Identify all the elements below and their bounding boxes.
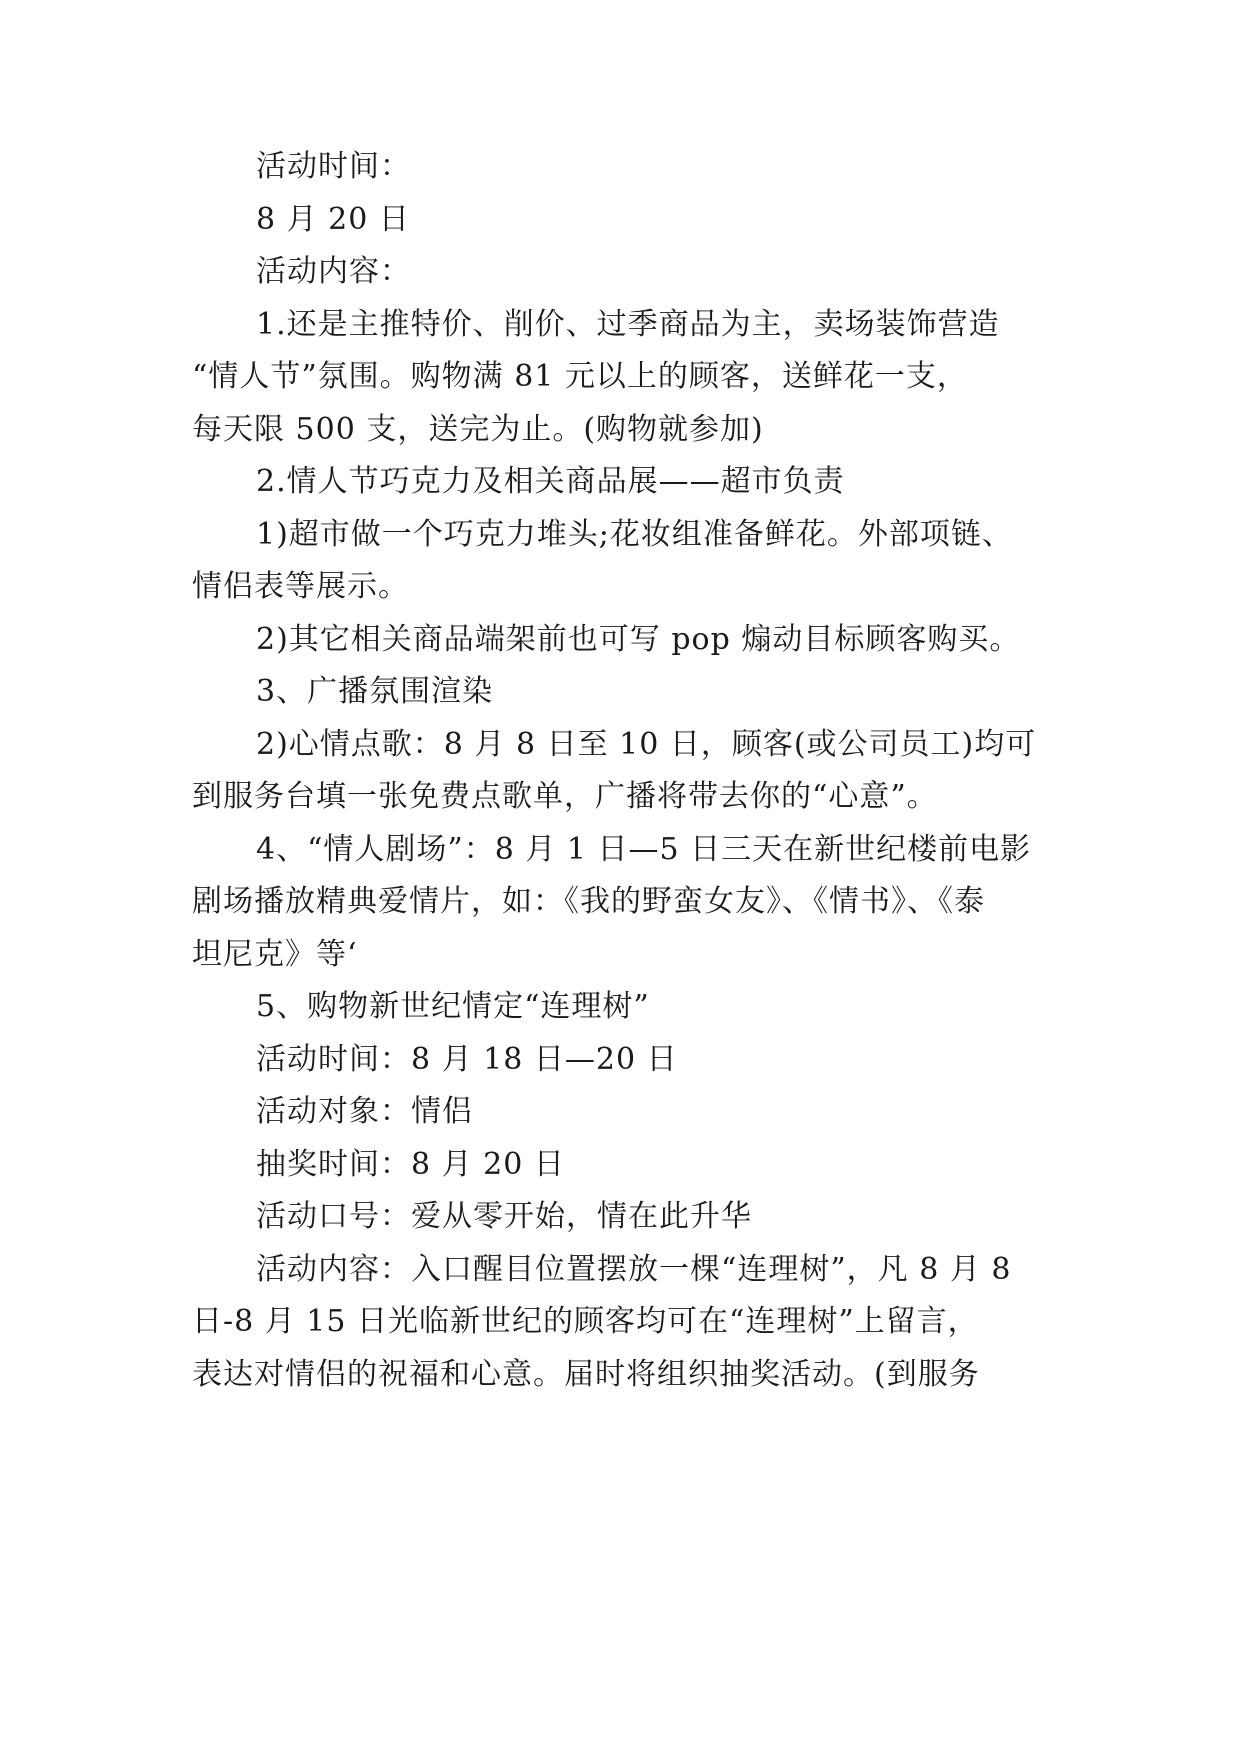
item-4-line-3: 坦尼克》等‘ (192, 937, 358, 972)
item-1-line-1: 1.还是主推特价、削价、过季商品为主，卖场装饰营造 (256, 307, 1000, 342)
item-4-line-1: 4、“情人剧场”：8 月 1 日—5 日三天在新世纪楼前电影 (256, 832, 1032, 867)
item-5-slogan: 活动口号：爱从零开始，情在此升华 (256, 1199, 752, 1234)
item-5-activity-target: 活动对象：情侣 (256, 1094, 473, 1129)
item-2-sub-1-line-1: 1)超市做一个巧克力堆头;花妆组准备鲜花。外部项链、 (256, 517, 1013, 552)
item-3-heading: 3、广播氛围渲染 (256, 674, 494, 709)
item-2-sub-2: 2)其它相关商品端架前也可写 pop 煽动目标顾客购买。 (256, 622, 1021, 657)
item-1-line-2: “情人节”氛围。购物满 81 元以上的顾客，送鲜花一支， (192, 359, 968, 394)
activity-content-label: 活动内容： (256, 254, 411, 289)
item-5-content-line-2: 日-8 月 15 日光临新世纪的顾客均可在“连理树”上留言， (192, 1304, 979, 1339)
item-4-line-2: 剧场播放精典爱情片，如：《我的野蛮女友》、《情书》、《泰 (192, 884, 985, 919)
item-5-content-line-1: 活动内容：入口醒目位置摆放一棵“连理树”，凡 8 月 8 (256, 1252, 1012, 1287)
item-3-sub-2-line-2: 到服务台填一张免费点歌单，广播将带去你的“心意”。 (192, 779, 938, 814)
item-5-draw-time: 抽奖时间：8 月 20 日 (256, 1147, 565, 1182)
item-3-sub-2-line-1: 2)心情点歌：8 月 8 日至 10 日，顾客(或公司员工)均可 (256, 727, 1037, 762)
item-2-heading: 2.情人节巧克力及相关商品展——超市负责 (256, 464, 845, 499)
item-2-sub-1-line-2: 情侣表等展示。 (192, 569, 409, 604)
item-5-heading: 5、购物新世纪情定“连理树” (256, 989, 650, 1024)
item-5-content-line-3: 表达对情侣的祝福和心意。届时将组织抽奖活动。(到服务 (192, 1357, 980, 1392)
item-1-line-3: 每天限 500 支，送完为止。(购物就参加) (192, 412, 764, 447)
activity-date: 8 月 20 日 (256, 202, 410, 237)
activity-time-label: 活动时间： (256, 149, 411, 184)
item-5-activity-time: 活动时间：8 月 18 日—20 日 (256, 1042, 678, 1077)
